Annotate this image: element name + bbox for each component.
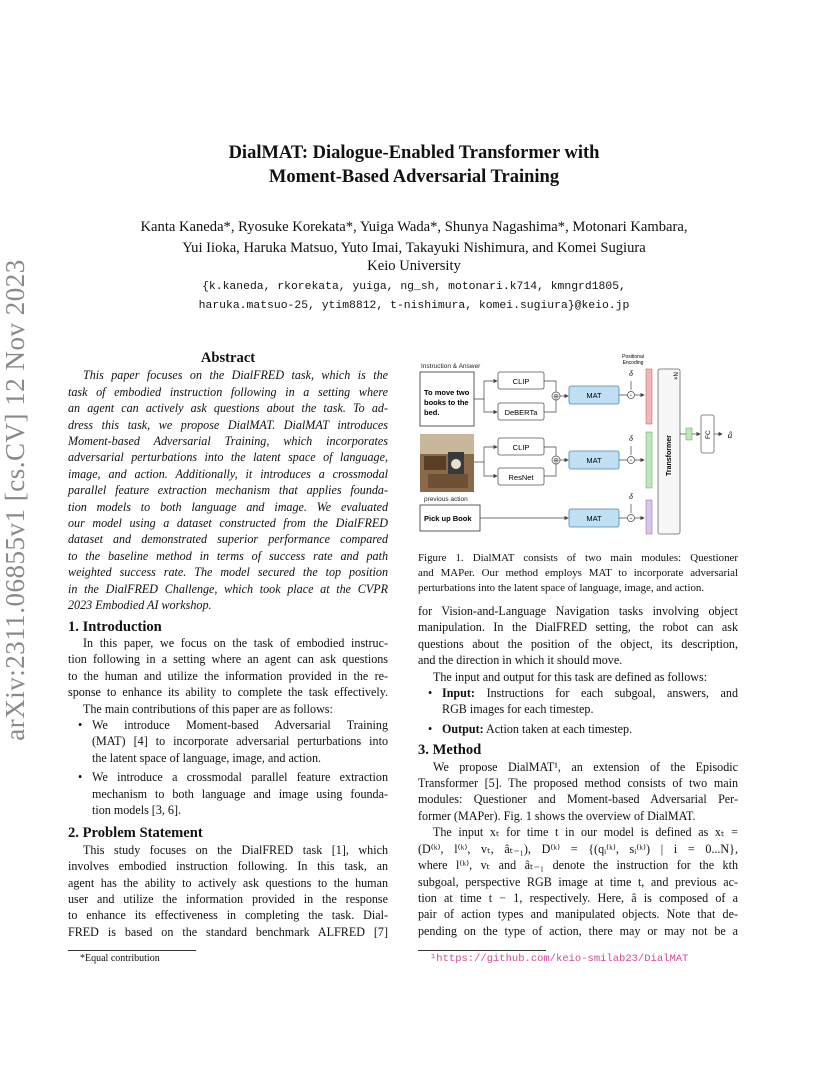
bullet-dot: • — [428, 686, 433, 701]
emails-line-2: haruka.matsuo-25, ytim8812, t-nishimura, komei.sugiura}@keio.jp — [198, 300, 630, 312]
figure-1-diagram — [418, 352, 740, 548]
bullet-dot: • — [78, 770, 83, 785]
positional-encoding-label: Encoding — [622, 360, 644, 366]
method-line: pair of action types and manipulated objects. Note that de- — [418, 907, 738, 922]
problem-line: to enhance its effectiveness in completing the task. Dial- — [68, 908, 388, 923]
abstract-line: to the baseline method in terms of success rate and path — [68, 548, 388, 563]
right-column — [418, 603, 738, 939]
right-line: The input and output for this task are defined as follows: — [433, 669, 708, 684]
instruction-answer-label: Instruction & Answer — [421, 363, 481, 370]
method-line: tion at time t − 1, respectively. Here, â is composed of a — [418, 890, 738, 905]
language-token-column — [646, 369, 652, 424]
abstract-line: tion models to both language and image. We evaluated — [68, 499, 388, 514]
method-line: We propose DialMAT¹, an extension of the Episodic — [433, 759, 738, 774]
bullet-line: (MAT) [4] to incorporate adversarial perturbations into — [92, 734, 388, 749]
abstract-line: weighted success rate. The model secured the top position — [68, 565, 388, 580]
right-line: questions about the position of the object, its description, — [418, 636, 738, 651]
layer-repeat-label: ×N — [674, 372, 680, 380]
section-heading-introduction: 1. Introduction — [68, 618, 162, 635]
introduction-body — [68, 635, 388, 818]
abstract-line: our model using a dataset constructed from the DialFRED — [68, 516, 388, 531]
paper-title-line-1: DialMAT: Dialogue-Enabled Transformer with — [228, 143, 600, 163]
abstract-line: parallel feature extraction mechanism that applies founda- — [68, 483, 388, 498]
method-line: pending on the type of action, there may or may not be a — [418, 923, 738, 938]
bullet-text: Action taken at each timestep. — [486, 721, 633, 736]
problem-line: user and utilize the information provided in the response — [68, 892, 388, 906]
instruction-text-line: bed. — [424, 408, 440, 417]
deberta-encoder-label: DeBERTa — [504, 408, 538, 417]
bullet-dot: • — [78, 717, 83, 732]
instruction-text-line: books to the — [424, 398, 469, 407]
method-body — [418, 759, 738, 939]
bullet-line: We introduce Moment-based Adversarial Training — [92, 717, 388, 732]
section-heading-method: 3. Method — [418, 742, 482, 759]
intro-line: tion following in a setting where an agent can ask questions — [68, 652, 388, 667]
abstract-line: an agent can actively ask questions about the task. To ad- — [68, 401, 388, 416]
contribution-bullet — [68, 769, 388, 818]
abstract-heading: Abstract — [200, 350, 256, 366]
abstract-line: 2023 Embodied AI workshop. — [68, 598, 212, 613]
abstract-line: dataset and demonstrated superior performance compared — [68, 532, 388, 547]
perturbation-symbol: δ — [629, 492, 633, 501]
add-icon-glyph: + — [629, 392, 633, 400]
intro-line: In this paper, we focus on the task of embodied instruc- — [83, 635, 388, 650]
problem-line: involves embodied instruction following. In this task, an — [68, 859, 388, 874]
intro-line: The main contributions of this paper are as follows: — [83, 701, 333, 716]
perturbation-symbol: δ — [629, 434, 633, 443]
concat-icon-glyph: ⊕ — [553, 392, 559, 401]
arxiv-identifier: arXiv:2311.06855v1 [cs.CV] 12 Nov 2023 — [0, 259, 30, 741]
io-bullet-output — [418, 721, 738, 737]
abstract-line: dress this task, we propose DialMAT. DialMAT introduces — [68, 417, 388, 432]
footnote-rule — [68, 950, 196, 951]
bullet-label: Input: — [442, 686, 475, 701]
authors-line-2: Yui Iioka, Haruka Matsuo, Yuto Imai, Takayuki Nishimura, and Komei Sugiura — [182, 240, 646, 256]
abstract-line: in the DialFRED Challenge, which took place at the CVPR — [68, 581, 388, 596]
output-action-symbol: â — [727, 430, 733, 440]
problem-line: agent has the ability to actively ask questions to the human — [68, 875, 388, 890]
mat-label: MAT — [586, 514, 602, 523]
affiliation: Keio University — [367, 258, 461, 274]
instruction-text-line: To move two — [424, 388, 470, 397]
bullet-line: RGB images for each timestep. — [442, 702, 594, 717]
abstract-line: adversarial perturbations into the latent space of language, — [68, 450, 388, 465]
left-column — [68, 350, 388, 940]
positional-encoding-label: Positional — [622, 354, 644, 360]
output-token — [686, 428, 692, 440]
right-line: and the direction in which it should move. — [418, 653, 623, 668]
method-line: subgoal, perspective RGB image at time t, and previous ac- — [418, 874, 738, 889]
right-line: for Vision-and-Language Navigation tasks involving object — [418, 604, 738, 618]
problem-line: This study focuses on the DialFRED task [1], which — [83, 842, 388, 857]
emails-line-1: {k.kaneda, rkorekata, yuiga, ng_sh, motonari.k714, kmngrd1805, — [202, 281, 626, 293]
abstract-line: Moment-based Adversarial Training, which incorporates — [68, 434, 388, 449]
add-icon-glyph: + — [629, 457, 633, 465]
abstract-body — [68, 367, 388, 613]
footnote-equal-contribution: *Equal contribution — [80, 953, 160, 964]
bullet-line: We introduce a crossmodal parallel feature extraction — [92, 770, 388, 785]
bullet-label: Output: — [442, 721, 484, 736]
transformer-label: Transformer — [666, 435, 673, 476]
footnote-rule-right — [418, 950, 546, 951]
right-line: manipulation. In the DialFRED setting, the robot can ask — [418, 620, 738, 635]
caption-line: and MAPer. Our method employs MAT to incorporate adversarial — [418, 567, 738, 579]
previous-action-text: Pick up Book — [424, 514, 472, 523]
intro-line: sponse to enhance its ability to complete the task effectively. — [68, 685, 388, 700]
bullet-line: tion models [3, 6]. — [92, 802, 182, 817]
clip-encoder-text-label: CLIP — [512, 377, 530, 386]
add-icon-glyph: + — [629, 515, 633, 523]
bullet-line — [442, 685, 738, 701]
mat-label: MAT — [586, 456, 602, 465]
rgb-image-thumbnail — [420, 434, 474, 492]
resnet-encoder-label: ResNet — [508, 473, 534, 482]
authors-line-1: Kanta Kaneda*, Ryosuke Korekata*, Yuiga Wada*, Shunya Nagashima*, Motonari Kambara, — [140, 219, 688, 235]
action-token-column — [646, 500, 652, 534]
concat-icon-glyph: ⊕ — [553, 456, 559, 465]
method-line: (D⁽ᵏ⁾, l⁽ᵏ⁾, vₜ, âₜ₋₁), D⁽ᵏ⁾ = {(qᵢ⁽ᵏ⁾, sᵢ⁽ᵏ⁾) | i = 0...N}, — [418, 841, 738, 856]
mat-label: MAT — [586, 391, 602, 400]
method-line: Transformer [5]. The proposed method consists of two main — [418, 776, 738, 791]
section-heading-problem: 2. Problem Statement — [68, 825, 203, 842]
bullet-line: mechanism to both language and image using founda- — [92, 786, 388, 801]
method-line: modules: Questioner and Moment-based Adversarial Per- — [418, 792, 738, 807]
abstract-line: task of embodied instruction following in a setting where — [68, 384, 388, 399]
figure-1-caption — [418, 551, 738, 596]
bullet-dot: • — [428, 721, 433, 736]
bullet-text: Instructions for each subgoal, answers, and — [486, 686, 738, 701]
method-line: The input xₜ for time t in our model is defined as xₜ = — [433, 825, 738, 840]
abstract-line: This paper focuses on the DialFRED task, which is the — [83, 368, 388, 383]
perturbation-symbol: δ — [629, 369, 633, 378]
previous-action-label: previous action — [424, 496, 468, 503]
method-line: where l⁽ᵏ⁾, vₜ and âₜ₋₁ denote the instruction for the kth — [418, 858, 738, 873]
paper-title-line-2: Moment-Based Adversarial Training — [268, 167, 560, 187]
caption-line: perturbations into the latent space of language, image, and action. — [418, 582, 705, 594]
image-token-column — [646, 432, 652, 488]
bullet-line: the latent space of language, image, and action. — [92, 750, 322, 765]
problem-body — [68, 842, 388, 940]
intro-line: to the human and utilize the information provided in the re- — [68, 668, 388, 683]
clip-encoder-image-label: CLIP — [512, 443, 530, 452]
io-bullet-input — [418, 685, 738, 718]
method-line: former (MAPer). Fig. 1 shows the overview of DialMAT. — [418, 808, 696, 823]
abstract-line: image, and action. Additionally, it introduces a crossmodal — [68, 466, 388, 481]
fc-layer-label: FC — [705, 430, 712, 439]
footnote-github-link[interactable]: ¹https://github.com/keio-smilab23/DialMAT — [430, 953, 689, 965]
caption-line: Figure 1. DialMAT consists of two main modules: Questioner — [418, 552, 738, 564]
problem-line: FRED is based on the standard benchmark ALFRED [7] — [68, 924, 388, 939]
contribution-bullet — [68, 717, 388, 766]
bullet-line — [442, 721, 738, 737]
